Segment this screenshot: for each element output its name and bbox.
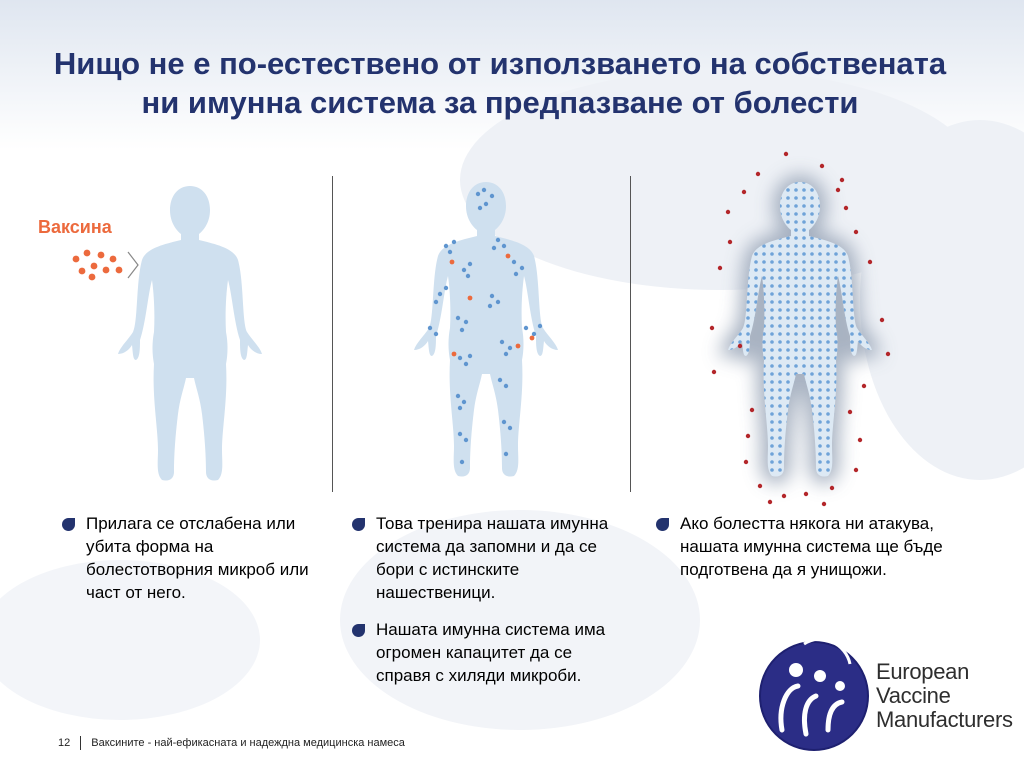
page-title: Нищо не е по-естествено от използването на собствената ни имунна система за предпазване от болести (53, 46, 947, 120)
column-1 (62, 512, 332, 618)
bullet-text: Ако болестта някога ни атакува, нашата имунна система ще бъде подготвена да я унищожи. (680, 514, 943, 579)
logo-line: Manufacturers (876, 707, 1013, 732)
column-divider (630, 176, 631, 492)
bullet-icon (352, 518, 365, 531)
bullet-item (656, 512, 956, 581)
bullet-item (352, 618, 624, 687)
bullet-text: Нашата имунна система има огромен капацитет да се справя с хиляди микроби. (376, 620, 606, 685)
footer-separator (80, 736, 81, 750)
bullet-icon (656, 518, 669, 531)
human-figure-protected (700, 150, 900, 510)
logo-line: European (876, 659, 970, 684)
evm-logo-icon (758, 630, 870, 760)
column-3 (656, 512, 956, 595)
bullet-text: Това тренира нашата имунна система да запомни и да се бори с истинските нашественици. (376, 514, 609, 602)
column-divider (332, 176, 333, 492)
human-figure-plain (110, 182, 270, 492)
bullet-icon (62, 518, 75, 531)
bullet-text: Прилага се отслабена или убита форма на болестотворния микроб или част от него. (86, 514, 309, 602)
vaccine-label: Ваксина (38, 217, 112, 237)
footer (58, 736, 405, 750)
page-number: 12 (58, 736, 71, 749)
human-figure-immune-training (406, 178, 566, 488)
bullet-icon (352, 624, 365, 637)
logo-line: Vaccine (876, 683, 951, 708)
column-2 (352, 512, 624, 701)
bullet-item (352, 512, 624, 604)
bullet-item (62, 512, 332, 604)
footer-text: Ваксините - най-ефикасната и надеждна медицинска намеса (91, 736, 405, 749)
logo-wordmark (876, 660, 1013, 732)
